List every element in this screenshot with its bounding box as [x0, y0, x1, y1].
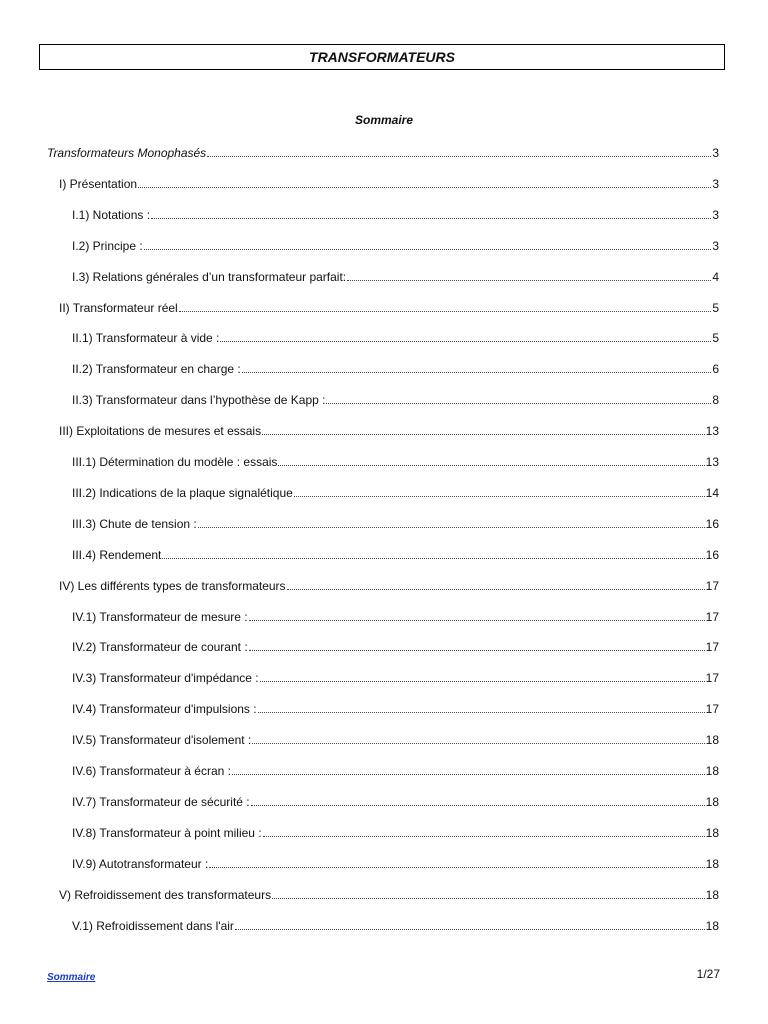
toc-entry-page: 17 [705, 671, 719, 685]
toc-entry[interactable] [72, 732, 719, 748]
toc-entry-page: 17 [705, 610, 719, 624]
toc-dot-leader [249, 640, 705, 651]
toc-entry-page: 13 [705, 455, 719, 469]
toc-entry[interactable] [72, 609, 719, 625]
toc-entry-page: 4 [712, 270, 719, 284]
toc-entry-label: IV) Les différents types de transformateurs [59, 579, 286, 593]
toc-entry-label: II.2) Transformateur en charge : [72, 362, 241, 376]
toc-entry-page: 18 [705, 795, 719, 809]
toc-dot-leader [151, 208, 711, 219]
toc-dot-leader [138, 177, 711, 188]
toc-entry-page: 3 [712, 208, 719, 222]
toc-entry-label: IV.9) Autotransformateur : [72, 857, 209, 871]
toc-entry-page: 5 [712, 301, 719, 315]
toc-entry-label: II.3) Transformateur dans l’hypothèse de Kapp : [72, 393, 326, 407]
toc-entry[interactable] [72, 269, 719, 285]
page-number: 1/27 [696, 967, 720, 981]
toc-entry[interactable] [47, 145, 719, 161]
toc-entry[interactable] [72, 763, 719, 779]
toc-entry[interactable] [72, 547, 719, 563]
toc-entry-page: 17 [705, 579, 719, 593]
toc-entry-page: 13 [705, 424, 719, 438]
toc-entry-label: IV.3) Transformateur d'impédance : [72, 671, 259, 685]
toc-entry-label: IV.8) Transformateur à point milieu : [72, 826, 262, 840]
toc-entry-label: IV.4) Transformateur d'impulsions : [72, 702, 257, 716]
toc-dot-leader [262, 424, 705, 435]
toc-entry-label: I.1) Notations : [72, 208, 151, 222]
toc-entry-label: III.2) Indications de la plaque signalétique [72, 486, 293, 500]
toc-dot-leader [232, 764, 705, 775]
toc-entry[interactable] [72, 330, 719, 346]
toc-entry-page: 6 [712, 362, 719, 376]
toc-entry-page: 3 [712, 239, 719, 253]
toc-entry[interactable] [59, 176, 719, 192]
toc-entry-label: I.2) Principe : [72, 239, 143, 253]
toc-dot-leader [278, 455, 704, 466]
toc-dot-leader [162, 548, 704, 559]
toc-entry[interactable] [72, 794, 719, 810]
toc-entry-label: IV.2) Transformateur de courant : [72, 640, 248, 654]
toc-entry-label: IV.7) Transformateur de sécurité : [72, 795, 250, 809]
toc-entry[interactable] [59, 887, 719, 903]
document-title: TRANSFORMATEURS [39, 44, 725, 70]
toc-entry[interactable] [72, 454, 719, 470]
toc-entry-label: II.1) Transformateur à vide : [72, 331, 220, 345]
toc-dot-leader [251, 795, 705, 806]
toc-entry-label: V) Refroidissement des transformateurs [59, 888, 272, 902]
toc-entry[interactable] [59, 423, 719, 439]
toc-dot-leader [220, 331, 711, 342]
toc-entry-label: IV.6) Transformateur à écran : [72, 764, 231, 778]
toc-entry[interactable] [59, 578, 719, 594]
toc-entry-page: 17 [705, 702, 719, 716]
toc-entry[interactable] [72, 516, 719, 532]
toc-dot-leader [347, 270, 711, 281]
toc-entry-label: IV.1) Transformateur de mesure : [72, 610, 248, 624]
toc-dot-leader [179, 301, 712, 312]
toc-entry[interactable] [72, 238, 719, 254]
toc-dot-leader [249, 610, 705, 621]
toc-entry[interactable] [72, 918, 719, 934]
toc-entry-page: 18 [705, 919, 719, 933]
toc-entry-page: 5 [712, 331, 719, 345]
footer-summary-link[interactable]: Sommaire [47, 972, 96, 983]
toc-entry-label: III.3) Chute de tension : [72, 517, 197, 531]
toc-dot-leader [263, 826, 705, 837]
toc-dot-leader [198, 517, 705, 528]
toc-entry[interactable] [72, 670, 719, 686]
toc-entry-page: 16 [705, 548, 719, 562]
toc-entry-page: 18 [705, 764, 719, 778]
toc-entry-page: 16 [705, 517, 719, 531]
toc-entry-label: V.1) Refroidissement dans l'air [72, 919, 234, 933]
toc-entry-page: 3 [712, 146, 719, 160]
toc-dot-leader [260, 671, 705, 682]
toc-dot-leader [258, 702, 705, 713]
toc-entry-label: III) Exploitations de mesures et essais [59, 424, 262, 438]
toc-dot-leader [209, 857, 704, 868]
toc-entry[interactable] [72, 701, 719, 717]
toc-entry-page: 14 [705, 486, 719, 500]
toc-entry[interactable] [72, 485, 719, 501]
toc-entry-label: III.4) Rendement [72, 548, 162, 562]
toc-dot-leader [326, 393, 711, 404]
toc-entry[interactable] [72, 639, 719, 655]
toc-dot-leader [287, 579, 705, 590]
toc-dot-leader [242, 362, 712, 373]
toc-entry-page: 18 [705, 733, 719, 747]
toc-dot-leader [272, 888, 705, 899]
summary-heading: Sommaire [354, 113, 414, 127]
toc-entry-page: 18 [705, 888, 719, 902]
toc-entry-label: I) Présentation [59, 177, 138, 191]
toc-entry-label: IV.5) Transformateur d'isolement : [72, 733, 252, 747]
toc-entry-page: 8 [712, 393, 719, 407]
toc-entry-page: 18 [705, 857, 719, 871]
toc-dot-leader [144, 239, 712, 250]
toc-dot-leader [252, 733, 704, 744]
toc-dot-leader [235, 919, 705, 930]
toc-entry[interactable] [72, 361, 719, 377]
toc-entry-label: I.3) Relations générales d’un transformateur parfait: [72, 270, 347, 284]
toc-entry[interactable] [72, 825, 719, 841]
toc-entry-page: 3 [712, 177, 719, 191]
toc-entry-page: 17 [705, 640, 719, 654]
toc-entry-page: 18 [705, 826, 719, 840]
toc-entry[interactable] [59, 300, 719, 316]
toc-entry[interactable] [72, 207, 719, 223]
toc-entry[interactable] [72, 392, 719, 408]
toc-entry-label: Transformateurs Monophasés [47, 146, 207, 160]
toc-entry-label: III.1) Détermination du modèle : essais [72, 455, 278, 469]
toc-entry[interactable] [72, 856, 719, 872]
toc-dot-leader [207, 146, 711, 157]
toc-dot-leader [294, 486, 705, 497]
toc-entry-label: II) Transformateur réel [59, 301, 178, 315]
